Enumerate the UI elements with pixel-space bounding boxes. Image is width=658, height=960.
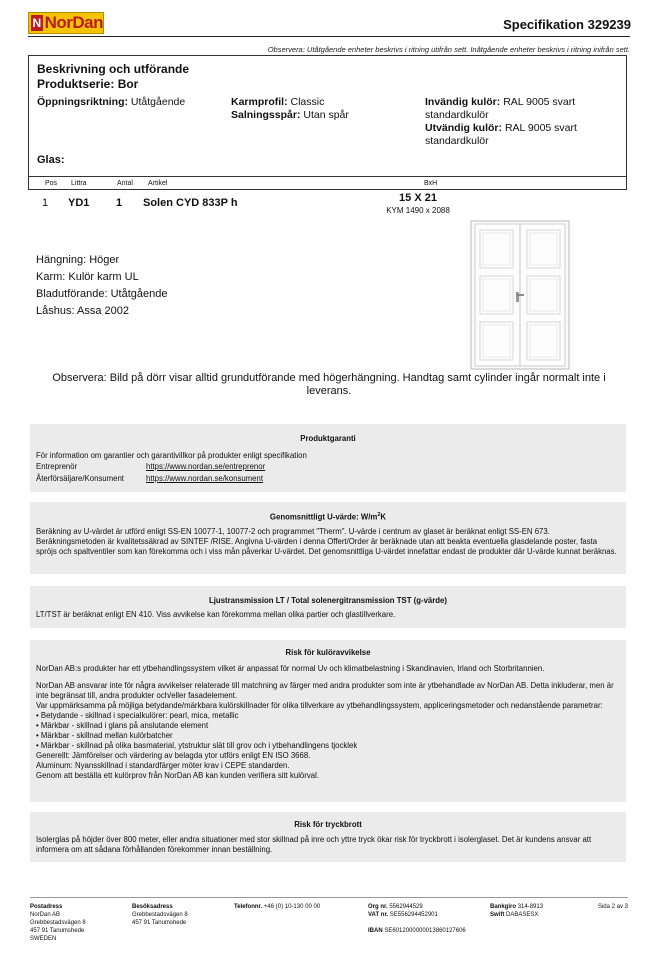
list-item: • Märkbar - skillnad i glans på anslutande element	[36, 721, 209, 730]
out-color-value: RAL 9005 svart	[504, 122, 577, 134]
warranty-intro: För information om garantier och garantivillkor på produkter enligt specifikation	[36, 451, 307, 460]
warranty-title: Produktgaranti	[300, 434, 356, 443]
col-littra: Littra	[71, 180, 87, 187]
colors	[425, 96, 577, 148]
u-value-title: Genomsnittligt U-värde: $W/m^2K$	[269, 512, 387, 522]
opening-direction	[37, 96, 185, 109]
sash-label: Salningsspår:	[231, 109, 301, 121]
nordan-logo	[28, 12, 104, 34]
footer-visit: Besöksadress Grebbestadsvägen 8 457 91 Tanumshede	[132, 904, 188, 926]
footer-postal: Postadress NorDan AB Grebbestadsvägen 8 457 91 Tanumshede SWEDEN	[30, 904, 86, 942]
page-number: Sida 2 av 3	[597, 904, 628, 910]
pressure-break-panel	[30, 812, 626, 862]
list-item: Bladutförande: Utåtgående	[36, 288, 168, 300]
sash-value: Utan spår	[303, 109, 349, 121]
color-deviation-panel	[30, 640, 626, 802]
list-item: • Märkbar - skillnad mellan kulörbatcher	[36, 731, 173, 740]
product-series: Produktserie: Bor	[37, 77, 139, 91]
orientation-note: Observera: Utåtgående enheter beskrivs i ritning utifrån sett. Inåtgående enheter beskrivs i ritning inifrån sett.	[267, 45, 630, 54]
row-kym: KYM 1490 x 2088	[386, 206, 450, 215]
header-divider	[28, 36, 630, 37]
list-item: Karm: Kulör karm UL	[36, 271, 139, 283]
u-value-panel	[30, 502, 626, 574]
u-value-text: Beräkning av U-värdet är utförd enligt SS-EN 10077-1, 10077-2 och programmet "Therm". U-värde i centrum av glaset är beräknat enligt SS-EN 673. Beräkningsmetoden är kvalitetssäkrad av SINTEF /RISE. Angivna U-värden i denna Offert/Order är beräknade utan att beakta eventuella glasdelande poster, fasta spröjs och spaltventiler som kan förekomma och i viss mån påverkar U-värdet. Det genomsnittliga U-värdet innefattar endast de produkter där U-värde kunnat beräknas.	[36, 526, 617, 556]
color-deviation-title: Risk för kulöravvikelse	[285, 648, 371, 657]
footer-bank: Bankgiro 314-8913 Swift DABASESX	[490, 904, 544, 918]
nordan-logo-mark: N	[32, 16, 42, 30]
col-pos: Pos	[45, 180, 58, 187]
pressure-break-title: Risk för tryckbrott	[294, 820, 362, 829]
in-color-value-2: standardkulör	[425, 109, 489, 121]
color-deviation-p1: NorDan AB:s produkter har ett ytbehandlingssystem vilket är anpassat för normal Uv och klimatbelastning i Skandinavien, Irland och Storbritannien.	[36, 664, 545, 673]
light-transmission-panel	[30, 586, 626, 628]
warranty-panel	[30, 424, 626, 492]
warranty-contractor-label: Entreprenör	[36, 462, 78, 471]
frame-label: Karmprofil:	[231, 96, 288, 108]
list-item: Hängning: Höger	[36, 254, 120, 266]
out-color-value-2: standardkulör	[425, 135, 489, 147]
image-note: Observera: Bild på dörr visar alltid grundutförande med högerhängning. Handtag samt cylinder ingår normalt inte i leverans.	[52, 372, 606, 397]
description-title: Beskrivning och utförande	[37, 62, 190, 76]
footer-org: Org nr. 5562944529 VAT nr. SE556294452901 IBAN SE6012000000013860127606	[368, 904, 466, 934]
frame-value: Classic	[290, 96, 325, 108]
color-deviation-general: Generellt: Jämförelser och värdering av belagda ytor utförs enligt EN ISO 3668.	[36, 751, 311, 760]
light-transmission-title: Ljustransmission LT / Total solenergitransmission TST (g-värde)	[209, 596, 447, 605]
col-bxh: BxH	[424, 180, 438, 187]
list-item: • Betydande - skillnad i specialkulörer: pearl, mica, metallic	[36, 711, 239, 720]
nordan-logo-text: NorDan	[44, 13, 103, 32]
light-transmission-text: LT/TST är beräknat enligt EN 410. Viss avvikelse kan förekomma mellan olika partier och glastillverkare.	[36, 610, 396, 619]
row-size: 15 X 21	[399, 192, 437, 204]
table-header	[29, 176, 626, 190]
spec-title: Specifikation 329239	[503, 17, 631, 32]
list-item: Låshus: Assa 2002	[36, 305, 129, 317]
color-deviation-p2: NorDan AB ansvarar inte för några avvikelser relaterade till matchning av färger med andra produkter som inte är ytbehandlade av NorDan AB. Detta inkluderar, men är inte begränsat till, andra produkter och/eller fasadelement.	[36, 681, 614, 700]
warranty-consumer-label: Återförsäljare/Konsument	[36, 474, 124, 483]
in-color-value: RAL 9005 svart	[503, 96, 576, 108]
row-antal: 1	[116, 197, 123, 209]
row-pos: 1	[42, 197, 49, 209]
color-deviation-p3: Var uppmärksamma på möjliga betydande/märkbara kulörskillnader för olika tillverkare av ytbehandlingssystem, appliceringsmetoder och nedanstående parametrar:	[36, 701, 603, 710]
list-item: • Märkbar - skillnad på olika basmaterial, ytstruktur slät till grov och i ytbehandlingens tjocklek	[36, 741, 358, 750]
row-littra: YD1	[68, 197, 90, 209]
warranty-consumer-link[interactable]: https://www.nordan.se/konsument	[146, 474, 264, 483]
description-box	[28, 55, 627, 190]
row-artikel: Solen CYD 833P h	[143, 197, 238, 209]
pressure-break-text: Isolerglas på höjder över 800 meter, eller andra situationer med stor skillnad på inre och yttre tryck ökar risk för tryckbrott i isolerglaset. Det är kundens ansvar att informera om att sådana förhållanden förekommer innan beställning.	[36, 835, 592, 854]
out-color-label: Utvändig kulör:	[425, 122, 503, 134]
color-deviation-aluminum: Aluminum: Nyansskillnad i standardfärger möter krav i CEPE standarden.	[36, 761, 290, 770]
in-color-label: Invändig kulör:	[425, 96, 501, 108]
color-deviation-sample: Genom att beställa ett kulörprov från NorDan AB kan kunden verifiera sitt kulörval.	[36, 771, 319, 780]
frame-profile	[231, 96, 349, 122]
col-artikel: Artikel	[148, 180, 168, 187]
col-antal: Antal	[117, 180, 133, 187]
opening-label: Öppningsriktning:	[37, 96, 128, 108]
opening-value: Utåtgående	[130, 96, 186, 108]
door-drawing	[470, 220, 570, 370]
warranty-contractor-link[interactable]: https://www.nordan.se/entreprenor	[146, 462, 266, 471]
row-dimensions	[370, 192, 466, 215]
properties-list	[36, 252, 168, 320]
footer-phone: Telefonnr. +46 (0) 10-130 00 00	[234, 904, 321, 910]
footer-divider	[30, 897, 628, 898]
glas-label: Glas:	[37, 154, 65, 166]
